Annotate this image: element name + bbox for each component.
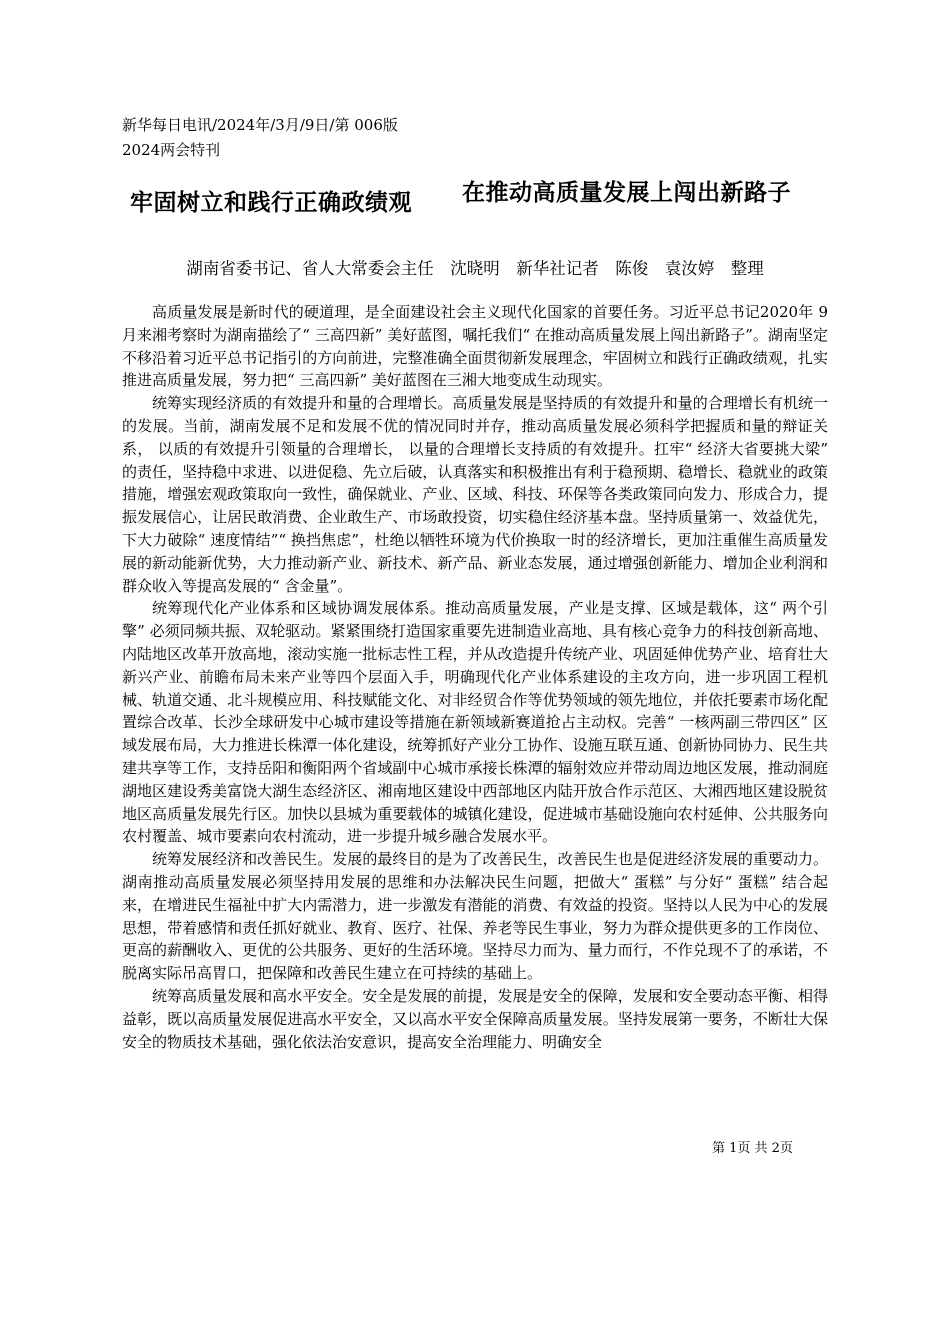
source-line: 新华每日电讯/2024年/3月/9日/第 006版2024两会特刊 [122,116,398,159]
article-body [122,301,828,1053]
paragraph: 统筹发展经济和改善民生。发展的最终目的是为了改善民生，改善民生也是促进经济发展的重要动力。湖南推动高质量发展必须坚持用发展的思维和办法解决民生问题，把做大“ 蛋糕” 与分好“ 蛋糕” 结合起来，在增进民生福祉中扩大内需潜力，进一步激发有潜能的消费、有效益的投资。坚持以人民为中心的发展思想，带着感情和责任抓好就业、教育、医疗、社保、养老等民生事业，努力为群众提供更多的工作岗位、更高的薪酬收入、更优的公共服务、更好的生活环境。坚持尽力而为、量力而行，不作兑现不了的承诺，不脱离实际吊高胃口，把保障和改善民生建立在可持续的基础上。 [122,850,828,983]
paragraph: 高质量发展是新时代的硬道理，是全面建设社会主义现代化国家的首要任务。习近平总书记2020年 9月来湘考察时为湖南描绘了“ 三高四新” 美好蓝图，嘱托我们“ 在推动高质量发展上闯出新路子”。湖南坚定不移沿着习近平总书记指引的方向前进，完整准确全面贯彻新发展理念，牢固树立和践行正确政绩观，扎实推进高质量发展，努力把“ 三高四新” 美好蓝图在三湘大地变成生动现实。 [122,303,828,390]
page-number: 第 1页 共 2页 [712,1141,793,1156]
paragraph: 统筹实现经济质的有效提升和量的合理增长。高质量发展是坚持质的有效提升和量的合理增长有机统一的发展。当前，湖南发展不足和发展不优的情况同时并存，推动高质量发展必须科学把握质和量的辩证关系， 以质的有效提升引领量的合理增长， 以量的合理增长支持质的有效提升。扛牢“ 经济大省要挑大梁” 的责任，坚持稳中求进、以进促稳、先立后破，认真落实和积极推出有利于稳预期、稳增长、稳就业的政策措施，增强宏观政策取向一致性，确保就业、产业、区域、科技、环保等各类政策同向发力、形成合力，提振发展信心，让居民敢消费、企业敢生产、市场敢投资，切实稳住经济基本盘。坚持质量第一、效益优先，下大力破除“ 速度情结”“ 换挡焦虑”，杜绝以牺牲环境为代价换取一时的经济增长，更加注重催生高质量发展的新动能新优势，大力推动新产业、新技术、新产品、新业态发展，通过增强创新能力、增加企业利润和群众收入等提高发展的“ 含金量”。 [122,394,828,595]
headline-sub: 在推动高质量发展上闯出新路子 [462,179,791,206]
paragraph: 统筹现代化产业体系和区域协调发展体系。推动高质量发展，产业是支撑、区域是载体，这“ 两个引擎” 必须同频共振、双轮驱动。紧紧围绕打造国家重要先进制造业高地、具有核心竞争力的科技创新高地、内陆地区改革开放高地，滚动实施一批标志性工程，并从改造提升传统产业、巩固延伸优势产业、培育壮大新兴产业、前瞻布局未来产业等四个层面入手，明确现代化产业体系建设的主攻方向，进一步巩固工程机械、轨道交通、北斗规模应用、科技赋能文化、对非经贸合作等优势领域的领先地位，并依托要素市场化配置综合改革、长沙全球研发中心城市建设等措施在新领域新赛道抢占主动权。完善“ 一核两副三带四区” 区域发展布局，大力推进长株潭一体化建设，统筹抓好产业分工协作、设施互联互通、创新协同协力、民生共建共享等工作，支持岳阳和衡阳两个省域副中心城市承接长株潭的辐射效应并带动周边地区发展，推动洞庭湖地区建设秀美富饶大湖生态经济区、湘南地区建设中西部地区内陆开放合作示范区、大湘西地区建设脱贫地区高质量发展先行区。加快以县城为重要载体的城镇化建设，促进城市基础设施向农村延伸、公共服务向农村覆盖、城市要素向农村流动，进一步提升城乡融合发展水平。 [122,599,828,846]
headline-main: 牢固树立和践行正确政绩观 [130,189,412,216]
byline: 湖南省委书记、省人大常委会主任 沈晓明 新华社记者 陈俊 袁汝婷 整理 [186,259,764,278]
paragraph: 统筹高质量发展和高水平安全。安全是发展的前提，发展是安全的保障，发展和安全要动态平衡、相得益彰，既以高质量发展促进高水平安全，又以高水平安全保障高质量发展。坚持发展第一要务，不断壮大保安全的物质技术基础，强化依法治安意识，提高安全治理能力、明确安全 [122,986,828,1051]
